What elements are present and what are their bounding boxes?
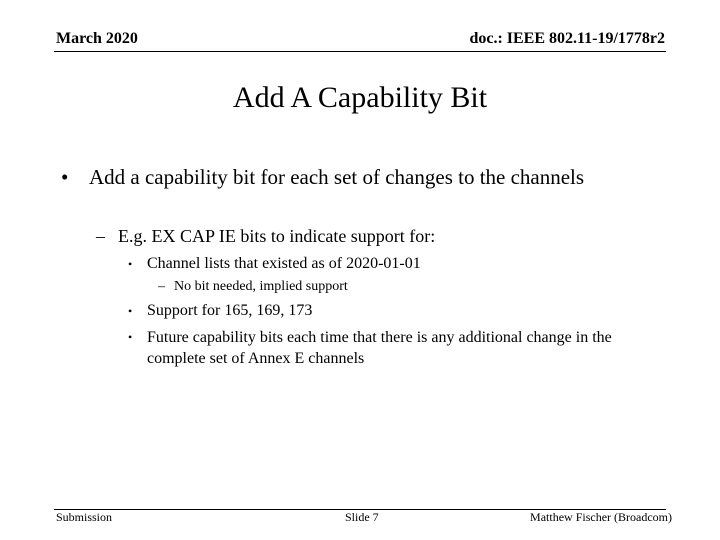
bullet-marker: – <box>96 226 105 246</box>
header-doc-id: doc.: IEEE 802.11-19/1778r2 <box>469 30 665 47</box>
footer-submission: Submission <box>56 510 113 524</box>
bullet-marker: • <box>61 165 69 189</box>
header-divider <box>54 51 666 52</box>
footer-author: Matthew Fischer (Broadcom) <box>530 510 672 524</box>
bullet-level-1 <box>61 164 621 190</box>
bullet-level-3 <box>128 327 658 369</box>
bullet-text: Channel lists that existed as of 2020-01-01 <box>147 255 421 272</box>
bullet-marker: • <box>128 257 133 271</box>
bullet-text: Add a capability bit for each set of changes to the channels <box>89 165 585 189</box>
bullet-text: No bit needed, implied support <box>174 279 348 294</box>
bullet-level-3 <box>128 254 628 274</box>
bullet-text: E.g. EX CAP IE bits to indicate support for: <box>118 226 436 246</box>
bullet-text: Future capability bits each time that there is any additional change in the complete set of Annex E channels <box>147 329 612 367</box>
bullet-level-3 <box>128 301 628 321</box>
bullet-marker: – <box>158 279 165 294</box>
footer-slide-number: Slide 7 <box>345 510 379 524</box>
slide-title: Add A Capability Bit <box>232 81 488 114</box>
bullet-level-4 <box>158 278 558 295</box>
bullet-marker: • <box>128 330 133 344</box>
bullet-level-2 <box>96 226 516 247</box>
bullet-text: Support for 165, 169, 173 <box>147 302 313 319</box>
bullet-marker: • <box>128 304 133 318</box>
header-date: March 2020 <box>56 30 138 47</box>
